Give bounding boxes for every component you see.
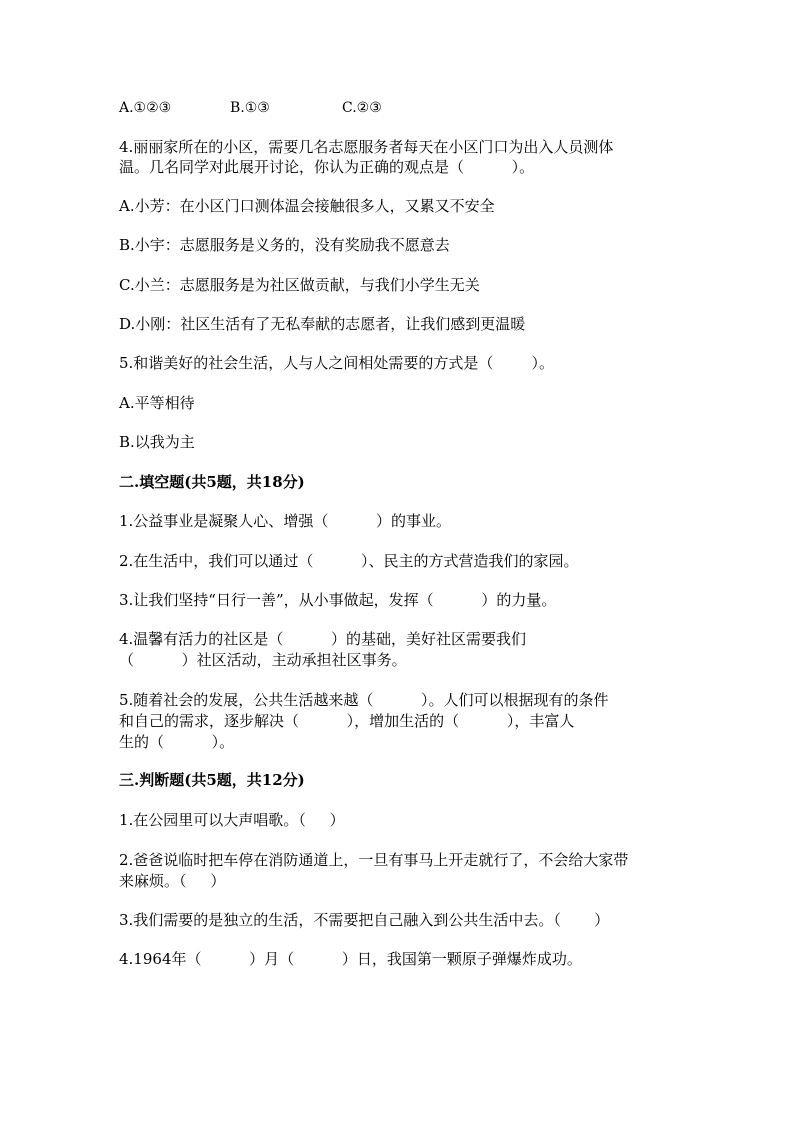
section3-title: 三.判断题(共5题，共12分)	[119, 771, 305, 789]
judge-q3: 3.我们需要的是独立的生活，不需要把自己融入到公共生活中去。（ ）	[119, 911, 610, 929]
q5-stem: 5.和谐美好的社会生活，人与人之间相处需要的方式是（ ）。	[119, 354, 554, 372]
fill-q4-line1: 4.温馨有活力的社区是（ ）的基础，美好社区需要我们	[119, 630, 526, 648]
q3-option-b: B.①③	[230, 100, 270, 116]
fill-q3: 3.让我们坚持“日行一善”，从小事做起，发挥（ ）的力量。	[119, 591, 557, 609]
fill-q2: 2.在生活中，我们可以通过（ ）、民主的方式营造我们的家园。	[119, 552, 579, 570]
fill-q5-line1: 5.随着社会的发展，公共生活越来越（ ）。人们可以根据现有的条件	[119, 691, 609, 709]
q4-option-c: C.小兰：志愿服务是为社区做贡献，与我们小学生无关	[119, 276, 480, 294]
judge-q1: 1.在公园里可以大声唱歌。（ ）	[119, 811, 345, 829]
judge-q2-line1: 2.爸爸说临时把车停在消防通道上，一旦有事马上开走就行了，不会给大家带	[119, 851, 629, 869]
fill-q5-line2: 和自己的需求，逐步解决（ ），增加生活的（ ），丰富人	[119, 712, 575, 730]
fill-q5-line3: 生的（ ）。	[119, 733, 235, 751]
section2-title: 二.填空题(共5题，共18分)	[119, 473, 305, 491]
q5-option-a: A.平等相待	[119, 394, 195, 412]
q3-option-c: C.②③	[342, 100, 382, 116]
fill-q4-line2: （ ）社区活动，主动承担社区事务。	[119, 651, 407, 669]
fill-q1: 1.公益事业是凝聚人心、增强（ ）的事业。	[119, 512, 451, 530]
q4-stem-line1: 4.丽丽家所在的小区，需要几名志愿服务者每天在小区门口为出入人员测体	[119, 138, 614, 156]
q4-stem-line2: 温。几名同学对此展开讨论，你认为正确的观点是（ ）。	[119, 158, 535, 176]
q4-option-d: D.小刚：社区生活有了无私奉献的志愿者，让我们感到更温暖	[119, 315, 526, 333]
judge-q4: 4.1964年（ ）月（ ）日，我国第一颗原子弹爆炸成功。	[119, 950, 582, 968]
q5-option-b: B.以我为主	[119, 433, 195, 451]
q4-option-b: B.小宇：志愿服务是义务的，没有奖励我不愿意去	[119, 236, 450, 254]
q4-option-a: A.小芳：在小区门口测体温会接触很多人，又累又不安全	[119, 197, 495, 215]
judge-q2-line2: 来麻烦。（ ）	[119, 872, 226, 890]
q3-option-a: A.①②③	[119, 100, 172, 116]
